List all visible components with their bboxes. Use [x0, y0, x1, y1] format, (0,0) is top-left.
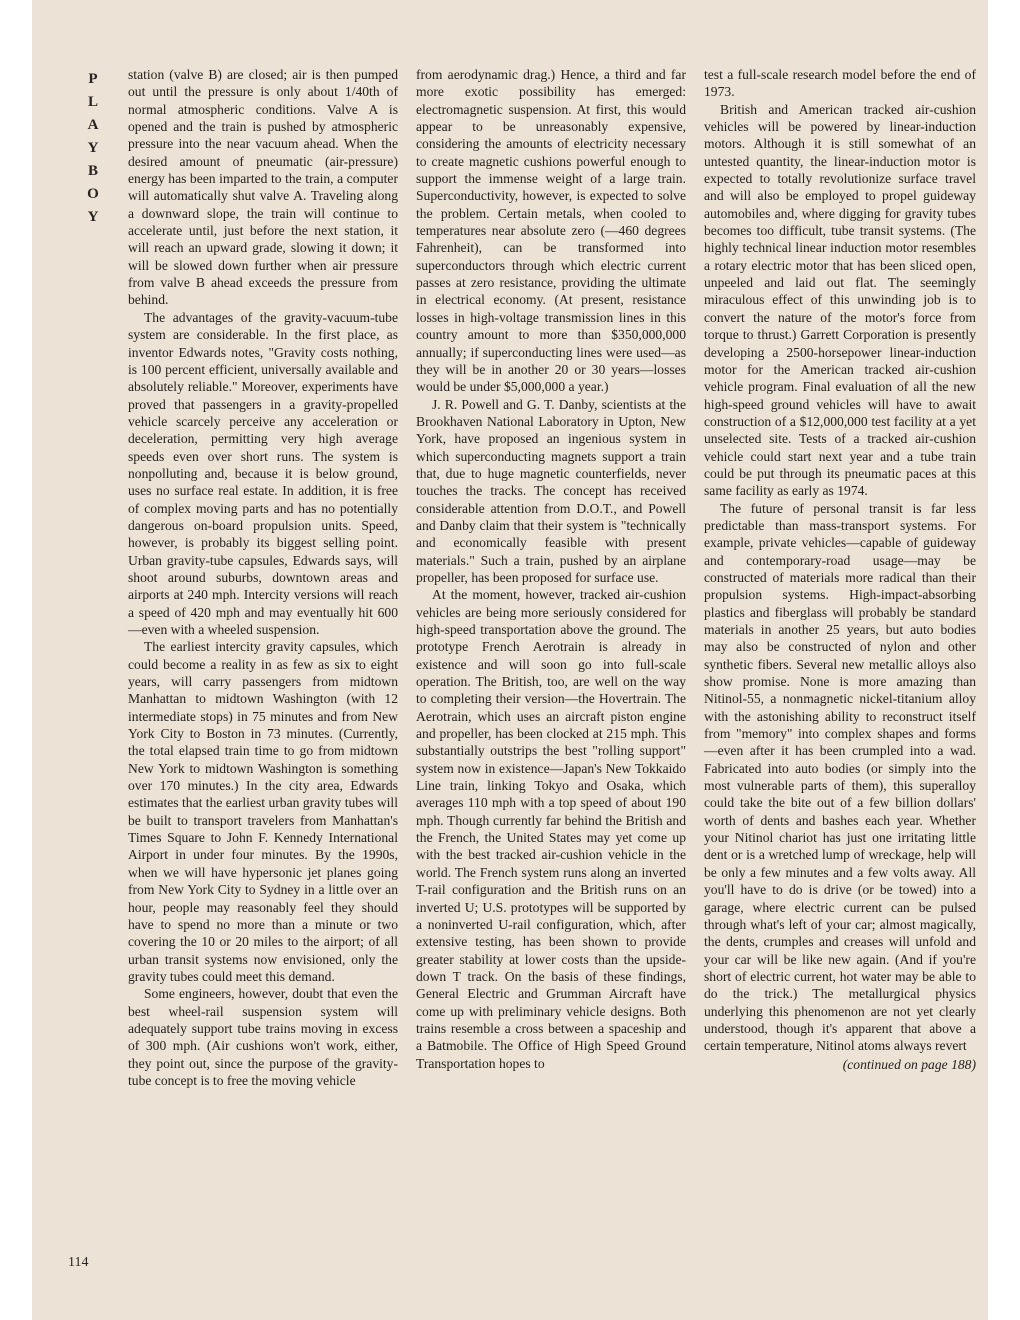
- paragraph: Some engineers, however, doubt that even the best wheel-rail suspension system will adequately support tube trains moving in excess of 300 mph. (Air cushions won't work, either, they point out, since the purpose of the gravity-tube concept is to free the moving vehicle: [128, 986, 398, 1088]
- paragraph: The advantages of the gravity-vacuum-tube system are considerable. In the first place, as inventor Edwards notes, "Gravity costs nothing, is 100 percent efficient, universally available and absolutely reliable." Moreover, experiments have proved that passengers in a gravity-propelled vehicle scarcely perceive any acceleration or deceleration, permitting very high average speeds even over short runs. The system is nonpolluting and, because it is below ground, uses no surface real estate. In addition, it is free of complex moving parts and has no potentially dangerous on-board propulsion units. Speed, however, is probably its biggest selling point. Urban gravity-tube capsules, Edwards says, will shoot around suburbs, downtown areas and airports at 240 mph. Intercity versions will reach a speed of 420 mph and may eventually hit 600—even with a wheeled suspension.: [128, 309, 398, 637]
- text-column-2: [416, 66, 686, 1072]
- running-head-letter: A: [87, 117, 99, 133]
- running-head-letter: Y: [87, 140, 99, 156]
- paragraph: J. R. Powell and G. T. Danby, scientists at the Brookhaven National Laboratory in Upton, New York, have proposed an ingenious system in which superconducting magnets support a train that, due to huge magnetic counterfields, never touches the tracks. The concept has received considerable attention from D.O.T., and Powell and Danby claim that their system is "technically and economically feasible with present materials." Such a train, pushed by an airplane propeller, has been proposed for surface use.: [416, 396, 686, 585]
- page-number: 114: [68, 1255, 89, 1270]
- paragraph: The earliest intercity gravity capsules, which could become a reality in as few as six to eight years, will carry passengers from midtown Manhattan to midtown Washington (with 12 intermediate stops) in 75 minutes and from New York City to Boston in 73 minutes. (Currently, the total elapsed train time to go from midtown New York to midtown Washington is something over 170 minutes.) In the city area, Edwards estimates that the earliest urban gravity tubes will be built to transport travelers from Manhattan's Times Square to John F. Kennedy International Airport in under four minutes. By the 1990s, when we will have hypersonic jet planes going from New York City to Sydney in a little over an hour, people may reasonably feel they should have to spend no more than a minute or two covering the 10 or 20 miles to the airport; of all urban transit systems now envisioned, only the gravity tubes could meet this demand.: [128, 639, 398, 984]
- paragraph: British and American tracked air-cushion vehicles will be powered by linear-induction motors. Although it is still somewhat of an untested quantity, the linear-induction motor is expected to totally revolutionize surface travel and will also be employed to propel guideway automobiles and, where digging for gravity tubes becomes too difficult, tube transit systems. (The highly technical linear induction motor resembles a rotary electric motor that has been sliced open, unpeeled and laid out flat. The seemingly miraculous effect of this unwinding job is to convert the nature of the motor's force from torque to thrust.) Garrett Corporation is presently developing a 2500-horsepower linear-induction motor for the American tracked air-cushion vehicle program. Final evaluation of all the new high-speed ground vehicles will have to await construction of a $12,000,000 test facility at a yet unselected site. Tests of a tracked air-cushion vehicle could start next year and a tube train could be put through its pneumatic paces at this same facility as early as 1974.: [704, 101, 976, 499]
- text-column-3: [704, 66, 976, 1073]
- continuation-note: (continued on page 188): [842, 1056, 976, 1072]
- running-head-letter: L: [87, 94, 98, 110]
- running-head-letter: P: [88, 71, 98, 87]
- paragraph: station (valve B) are closed; air is then pumped out until the pressure is only about 1/40th of normal atmospheric conditions. Valve A is opened and the train is pushed by atmospheric pressure into the near vacuum ahead. When the desired amount of pneumatic (air-pressure) energy has been imparted to the train, a computer will automatically shut valve A. Traveling along a downward slope, the train will continue to accelerate until, just before the next station, it will reach an upward grade, slowing it down; it will be slowed down further when air pressure from valve B ahead exceeds the pressure from behind.: [128, 67, 398, 308]
- running-head-letter: Y: [87, 209, 99, 225]
- paragraph: The future of personal transit is far less predictable than mass-transport systems. For example, private vehicles—capable of guideway and contemporary-road usage—may be constructed of materials more radical than their propulsion systems. High-impact-absorbing plastics and fiberglass will probably be standard materials in another 25 years, but auto bodies may also be constructed of nylon and other synthetic fibers. Several new metallic alloys also show promise. None is more amazing than Nitinol-55, a nonmagnetic nickel-titanium alloy with the astonishing ability to reconstruct itself from "memory" into complex shapes and forms—even after it has been crumpled into a wad. Fabricated into auto bodies (or simply into the most vulnerable parts of them), this superalloy could take the bite out of a few billion dollars' worth of dents and bashes each year. Whether your Nitinol chariot has just one irritating little dent or is a wretched lump of wreckage, help will be only a few minutes and a few volts away. All you'll have to do is drive (or be towed) into a garage, where electric current can be pulsed through what's left of your car; almost magically, the dents, crumples and creases will unfold and your car will be like new again. (And if you're short of electric current, hot water may be able to do the trick.) The metallurgical physics underlying this phenomenon are not yet clearly understood, though it's apparent that above a certain temperature, Nitinol atoms always revert: [704, 500, 976, 1054]
- paragraph: test a full-scale research model before the end of 1973.: [704, 67, 976, 100]
- text-column-1: [128, 66, 398, 1089]
- paragraph: At the moment, however, tracked air-cushion vehicles are being more seriously considered for high-speed transportation above the ground. The prototype French Aerotrain is already in existence and will soon go into full-scale operation. The British, too, are well on the way to completing their version—the Hovertrain. The Aerotrain, which uses an aircraft piston engine and propeller, has been clocked at 215 mph. This substantially outstrips the best "rolling support" system now in existence—Japan's New Tokkaido Line train, linking Tokyo and Osaka, which averages 110 mph with a top speed of about 190 mph. Though currently far behind the British and the French, the United States may yet come up with the best tracked air-cushion vehicle in the world. The French system runs along an inverted T-rail configuration and the British runs on an inverted U; U.S. prototypes will be supported by a noninverted U-rail configuration, which, after extensive testing, has been shown to provide greater stability at lower costs than the upside-down T track. On the basis of these findings, General Electric and Grumman Aircraft have come up with preliminary vehicle designs. Both trains resemble a cross between a spaceship and a Batmobile. The Office of High Speed Ground Transportation hopes to: [416, 587, 686, 1071]
- running-head-letter: B: [87, 163, 98, 179]
- running-head: [78, 68, 108, 229]
- paragraph: from aerodynamic drag.) Hence, a third and far more exotic possibility has emerged: electromagnetic suspension. At first, this would appear to be unreasonably expensive, considering the amounts of electricity necessary to create magnetic cushions powerful enough to support the immense weight of a large train. Superconductivity, however, is expected to solve the problem. Certain metals, when cooled to temperatures near absolute zero (—460 degrees Fahrenheit), can be transformed into superconductors through which electric current passes at zero resistance, providing the ultimate in electrical economy. (At present, resistance losses in high-voltage transmission lines in this country amount to more than $350,000,000 annually; if superconducting lines were used—as they will be in another 20 or 30 years—losses would be under $5,000,000 a year.): [416, 67, 686, 395]
- running-head-letter: O: [87, 186, 99, 202]
- magazine-page: [32, 0, 988, 1320]
